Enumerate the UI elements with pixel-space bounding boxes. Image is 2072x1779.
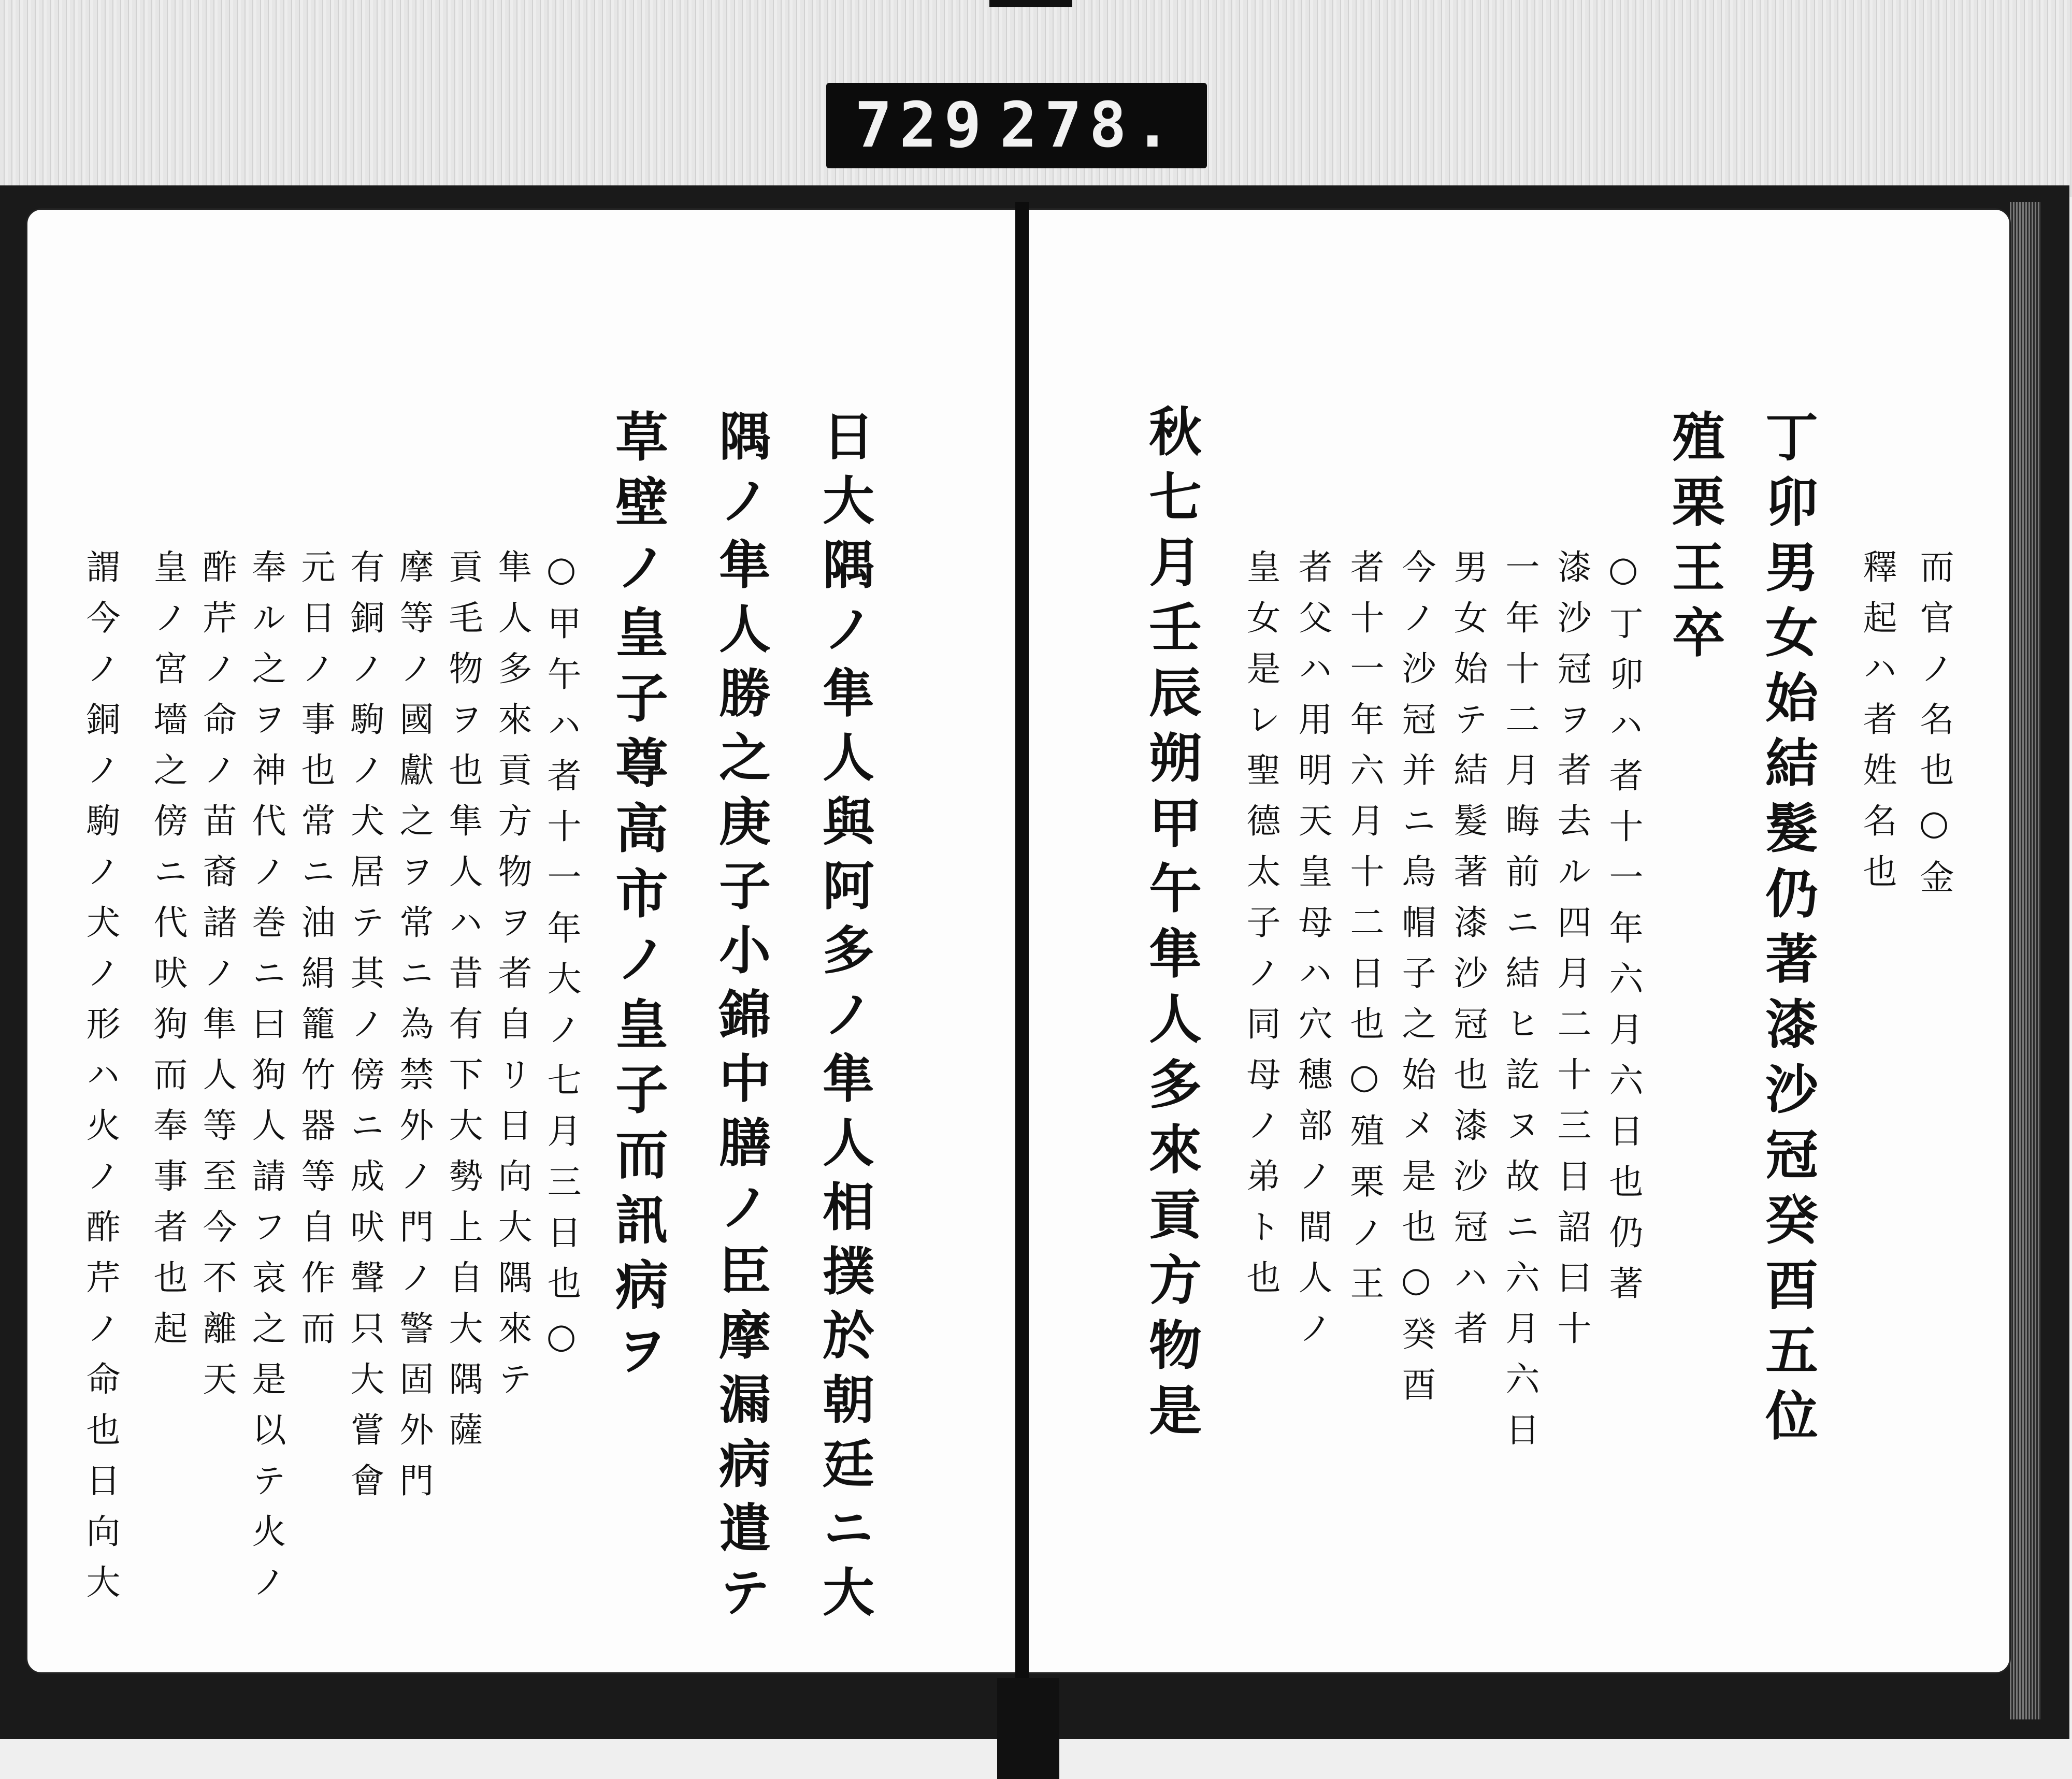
frame-number: 278.: [1000, 90, 1178, 162]
reel-number: 729: [855, 90, 989, 162]
left-column-12: 皇ノ宮墻之傍ニ代吠狗而奉事者也起: [148, 549, 188, 1361]
left-column-9: 元日ノ事也常ニ油絹籠竹器等自作而: [295, 549, 335, 1361]
left-column-11: 酢芹ノ命ノ苗裔諸ノ隼人等至今不離天: [197, 549, 237, 1412]
left-column-10: 奉ル之ヲ神代ノ巻ニ曰狗人請フ哀之是以テ火ノ: [246, 549, 286, 1615]
left-column-7: 摩等ノ國獻之ヲ常ニ為禁外ノ門ノ警固外門: [394, 549, 434, 1513]
left-column-5: 隼人多來貢方物ヲ者自リ日向大隅來テ: [492, 549, 532, 1412]
left-column-4: ○甲午ハ者十一年大ノ七月三日也○: [541, 549, 581, 1372]
right-column-7: 一年十二月晦前ニ結ヒ訖ヌ故ニ六月六日: [1500, 549, 1539, 1463]
book-gutter: [1015, 202, 1029, 1678]
right-column-10: 者十一年六月十二日也○殖栗ノ王: [1344, 549, 1384, 1316]
right-column-5: ○丁卯ハ者十一年六月六日也仍著: [1603, 549, 1643, 1316]
right-column-2: 釋起ハ者姓名也: [1857, 549, 1897, 904]
page-marker-tab: [997, 1678, 1059, 1779]
frame-counter-plate: [826, 83, 1207, 168]
right-column-12: 皇女是レ聖德太子ノ同母ノ弟ト也: [1241, 549, 1280, 1310]
left-column-13: 謂今ノ銅ノ駒ノ犬ノ形ハ火ノ酢芹ノ命也日向大: [80, 549, 120, 1615]
left-column-6: 貢毛物ヲ也隼人ハ昔有下大勢上自大隅薩: [443, 549, 483, 1463]
left-column-8: 有銅ノ駒ノ犬居テ其ノ傍ニ成吠聲只大嘗會: [344, 549, 384, 1513]
right-column-3: 丁卯男女始結髮仍著漆沙冠癸酉五位: [1757, 409, 1819, 1453]
film-leader-strip: [989, 0, 1072, 7]
right-column-8: 男女始テ結髮著漆沙冠也漆沙冠ハ者: [1448, 549, 1488, 1361]
right-column-4: 殖栗王卒: [1663, 409, 1725, 670]
right-column-11: 者父ハ用明天皇母ハ穴穗部ノ間人ノ: [1292, 549, 1332, 1361]
left-column-2: 隅ノ隼人勝之庚子小錦中膳ノ臣摩漏病遣テ: [710, 409, 771, 1629]
right-column-6: 漆沙冠ヲ者去ル四月二十三日詔曰十: [1551, 549, 1591, 1361]
right-page-fore-edge: [2010, 202, 2041, 1719]
right-column-1: 而官ノ名也○金: [1914, 549, 1954, 910]
left-column-3: 草壁ノ皇子尊高市ノ皇子而訊病ヲ: [607, 409, 669, 1388]
left-column-1: 日大隅ノ隼人與阿多ノ隼人相撲於朝廷ニ大: [814, 409, 875, 1629]
right-column-13: 秋七月壬辰朔甲午隼人多來貢方物是: [1140, 404, 1202, 1448]
right-column-9: 今ノ沙冠并ニ烏帽子之始メ是也○癸酉: [1396, 549, 1436, 1418]
